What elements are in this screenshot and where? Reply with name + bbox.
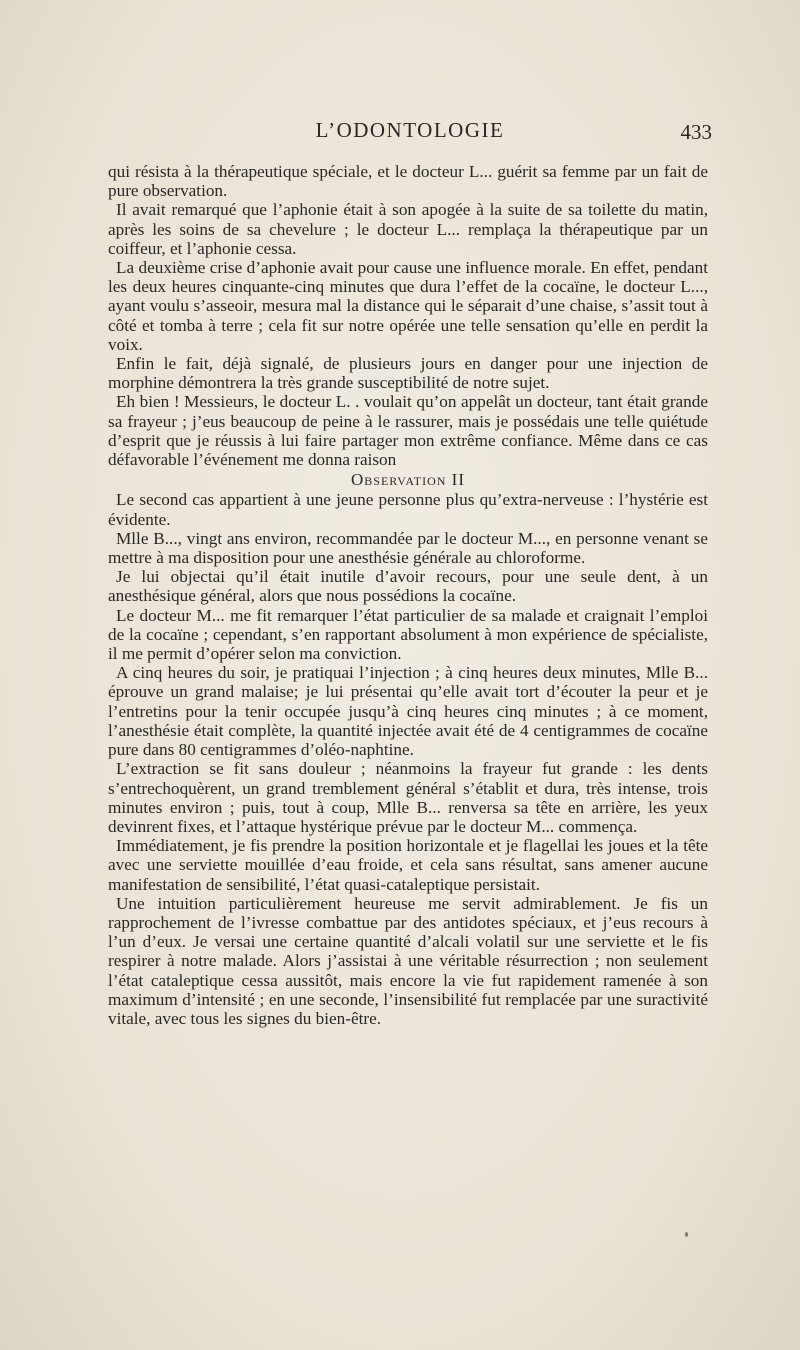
paragraph: Mlle B..., vingt ans environ, recommandée par le docteur M..., en personne venant se mettre à ma disposition pour une anesthésie générale au chloroforme.	[108, 528, 708, 568]
paragraph: A cinq heures du soir, je pratiquai l’injection ; à cinq heures deux minutes, Mlle B... éprouve un grand malaise; je lui présentai qu’elle avait tort d’écouter la peur et je l’entretins pour la tenir occupée jusqu’à cinq heures cinq minutes ; à ce moment, l’anesthésie était complète, la quantité injectée avait été de 4 centigrammes de cocaïne pure dans 80 centigrammes d’oléo-naphtine.	[108, 663, 708, 760]
paragraph: Il avait remarqué que l’aphonie était à son apogée à la suite de sa toilette du matin, après les soins de sa chevelure ; le docteur L... remplaça la thérapeutique par un coiffeur, et l’aphonie cessa.	[108, 200, 708, 258]
running-title: L’ODONTOLOGIE	[315, 118, 505, 142]
paragraph: Une intuition particulièrement heureuse me servit admirablement. Je fis un rapprochement de l’ivresse combattue par des antidotes spéciaux, et j’eus recours à l’un d’eux. Je versai une certaine quantité d’alcali volatil sur une serviette et le fis respirer à notre malade. Alors j’assistai à une véritable résurrection ; non seulement l’état cataleptique cessa aussitôt, mais encore la vie fut rapidement ramenée à son maximum d’intensité ; en une seconde, l’insensibilité fut remplacée par une suractivité vitale, avec tous les signes du bien-être.	[108, 893, 708, 1028]
ink-spot	[685, 1232, 688, 1237]
page-number: 433	[680, 120, 712, 144]
paragraph: Le second cas appartient à une jeune personne plus qu’extra-nerveuse : l’hystérie est évidente.	[108, 490, 708, 529]
paragraph: Le docteur M... me fit remarquer l’état particulier de sa malade et craignait l’emploi de la cocaïne ; cependant, s’en rapportant absolument à mon expérience de spécialiste, il me permit d’opérer selon ma conviction.	[108, 605, 708, 664]
paragraph: L’extraction se fit sans douleur ; néanmoins la frayeur fut grande : les dents s’entrechoquèrent, un grand tremblement général s’établit et dura, très intense, trois minutes environ ; puis, tout à coup, Mlle B... renversa sa tête en arrière, les yeux devinrent fixes, et l’attaque hystérique prévue par le docteur M... commença.	[108, 759, 708, 836]
paragraph: Je lui objectai qu’il était inutile d’avoir recours, pour une seule dent, à un anesthésique général, alors que nous possédions la cocaïne.	[108, 567, 708, 606]
paragraph: Enfin le fait, déjà signalé, de plusieurs jours en danger pour une injection de morphine démontrera la très grande susceptibilité de notre sujet.	[108, 354, 708, 393]
paragraph: Eh bien ! Messieurs, le docteur L. . voulait qu’on appelât un docteur, tant était grande sa frayeur ; j’eus beaucoup de peine à le rassurer, mais je possédais une telle quiétude d’esprit que je réussis à lui faire partager mon extrême confiance. Même dans ce cas défavorable l’événement me donna raison	[108, 392, 708, 470]
page-header	[110, 118, 710, 148]
body-text	[108, 162, 708, 1028]
section-heading: Observation II	[350, 470, 465, 490]
paragraph: La deuxième crise d’aphonie avait pour cause une influence morale. En effet, pendant les deux heures cinquante-cinq minutes que dura l’effet de la cocaïne, le docteur L..., ayant voulu s’asseoir, mesura mal la distance qui le séparait d’une chaise, s’assit tout à côté et tomba à terre ; cela fit sur notre opérée une telle sensation qu’elle en perdit la voix.	[108, 258, 708, 354]
paragraph: Immédiatement, je fis prendre la position horizontale et je flagellai les joues et la tête avec une serviette mouillée d’eau froide, et cela sans résultat, sans amener aucune manifestation de sensibilité, l’état quasi-cataleptique persistait.	[108, 836, 708, 894]
paragraph: qui résista à la thérapeutique spéciale, et le docteur L... guérit sa femme par un fait de pure observation.	[108, 162, 708, 201]
